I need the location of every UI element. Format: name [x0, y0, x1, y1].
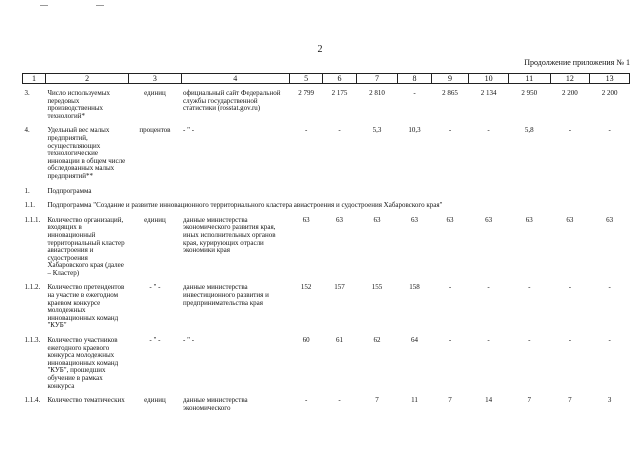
value-cell: 63 — [411, 215, 419, 224]
value-cell: 7 — [568, 396, 572, 405]
value-cell: - — [304, 126, 308, 135]
indicators-table — [22, 73, 630, 413]
row-number: 4. — [24, 126, 30, 135]
unit: - " - — [149, 336, 161, 345]
column-header: 4 — [181, 74, 289, 84]
indicator-name: Количество тематических — [47, 396, 125, 405]
value-cell: 63 — [525, 215, 533, 224]
table-row — [23, 187, 630, 197]
value-cell: 63 — [302, 215, 310, 224]
value-cell: 5,8 — [524, 126, 534, 135]
value-cell: 11 — [411, 396, 418, 405]
value-cell: - — [448, 126, 452, 135]
data-source: данные министерства экономического развития края, иных исполнительных органов края, курирующих отрасли экономики края — [183, 215, 276, 255]
value-cell: - — [448, 283, 452, 292]
indicator-name: Количество претендентов на участие в ежегодном краевом конкурсе молодежных инновационных команд "КУБ" — [47, 283, 125, 330]
value-cell: - — [528, 336, 531, 345]
column-header: 11 — [508, 74, 550, 84]
row-number: 3. — [24, 89, 30, 97]
value-cell: 63 — [606, 215, 614, 224]
value-cell: - — [487, 283, 490, 292]
column-header: 5 — [289, 74, 322, 84]
value-cell: 2 810 — [369, 89, 385, 97]
table-row — [23, 201, 630, 211]
column-header: 9 — [431, 74, 469, 84]
indicator-name: Количество организаций, входящих в инновационный территориальный кластер авиастроения и судостроения Хабаровского края (далее – Кластер) — [47, 215, 125, 277]
value-cell: - — [448, 336, 452, 345]
column-header: 8 — [398, 74, 431, 84]
value-cell: 157 — [334, 283, 345, 292]
value-cell: 63 — [335, 215, 343, 224]
column-header: 13 — [590, 74, 630, 84]
table-row — [23, 216, 630, 279]
table-header-row — [23, 74, 630, 84]
section-title: Подпрограмма "Создание и развитие инновационного территориального кластера авиастроения и судостроения Хабаровского края" — [47, 201, 443, 210]
unit: - " - — [149, 283, 161, 292]
value-cell: 152 — [300, 283, 312, 292]
column-header: 1 — [23, 74, 46, 84]
value-cell: - — [608, 283, 611, 292]
value-cell: - — [528, 283, 531, 292]
indicator-name: Количество участников ежегодного краевого конкурса молодежных инновационных команд "КУБ", прошедших обучение в рамках конкурса — [47, 336, 119, 390]
scan-mark — [40, 5, 48, 6]
value-cell: 155 — [371, 283, 383, 292]
value-cell: 2 175 — [331, 89, 348, 97]
row-number: 1.1.4. — [24, 396, 41, 405]
value-cell: 63 — [446, 215, 454, 224]
value-cell: 2 799 — [298, 89, 314, 97]
value-cell: 5,3 — [372, 126, 382, 135]
table-row — [23, 336, 630, 391]
section-title: Подпрограмма — [47, 186, 92, 195]
value-cell: 7 — [375, 396, 379, 405]
value-cell: - — [413, 89, 416, 97]
value-cell: 7 — [448, 396, 452, 405]
column-header: 2 — [45, 74, 128, 84]
table-row — [23, 89, 630, 121]
value-cell: 7 — [527, 396, 531, 405]
page-number: 2 — [317, 44, 323, 55]
value-cell: 63 — [373, 215, 381, 224]
value-cell: 63 — [485, 215, 493, 224]
value-cell: - — [487, 126, 490, 135]
row-number: 1. — [24, 186, 30, 195]
value-cell: - — [568, 126, 572, 135]
unit: процентов — [139, 126, 171, 135]
value-cell: 61 — [335, 336, 343, 345]
data-source: - " - — [183, 126, 195, 135]
unit: единиц — [144, 89, 166, 97]
value-cell: 62 — [373, 336, 381, 345]
value-cell: 158 — [409, 283, 420, 292]
indicator-name: Число используемых передовых производственных технологий* — [47, 89, 111, 120]
value-cell: - — [608, 126, 611, 135]
value-cell: - — [487, 336, 490, 345]
continuation-note: Продолжение приложения № 1 — [524, 58, 630, 67]
row-number: 1.1. — [24, 201, 35, 210]
scan-mark — [96, 5, 104, 6]
unit: единиц — [144, 215, 166, 224]
value-cell: - — [608, 336, 611, 345]
table-row — [23, 283, 630, 331]
value-cell: 63 — [566, 215, 574, 224]
data-source: данные министерства инвестиционного развития и предпринимательства края — [183, 283, 269, 307]
data-source: официальный сайт Федеральной службы государственной статистики (rosstat.gov.ru) — [183, 89, 281, 113]
table-row — [23, 396, 630, 413]
column-header: 10 — [469, 74, 509, 84]
data-source: - " - — [183, 336, 195, 345]
value-cell: - — [304, 396, 308, 405]
value-cell: - — [568, 336, 572, 345]
value-cell: 2 134 — [480, 89, 497, 97]
row-number: 1.1.2. — [24, 283, 41, 292]
value-cell: 3 — [607, 396, 612, 405]
table-row — [23, 126, 630, 181]
column-header: 7 — [356, 74, 398, 84]
value-cell: 10,3 — [408, 126, 421, 135]
value-cell: 2 865 — [442, 89, 458, 97]
column-header: 3 — [129, 74, 181, 84]
value-cell: 64 — [411, 336, 419, 345]
value-cell: 2 950 — [521, 89, 538, 97]
value-cell: 14 — [485, 396, 493, 405]
value-cell: - — [568, 283, 572, 292]
column-header: 6 — [323, 74, 356, 84]
column-header: 12 — [550, 74, 590, 84]
value-cell: - — [338, 126, 341, 135]
value-cell: 2 200 — [601, 89, 618, 97]
value-cell: 2 200 — [562, 89, 578, 97]
value-cell: - — [338, 396, 341, 405]
value-cell: 60 — [302, 336, 310, 345]
indicator-name: Удельный вес малых предприятий, осуществляющих технологические инновации в общем числе обследованных малых предприятий** — [47, 126, 126, 180]
row-number: 1.1.1. — [24, 215, 41, 224]
row-number: 1.1.3. — [24, 336, 41, 345]
data-source: данные министерства экономического — [183, 396, 248, 412]
unit: единиц — [144, 396, 166, 405]
